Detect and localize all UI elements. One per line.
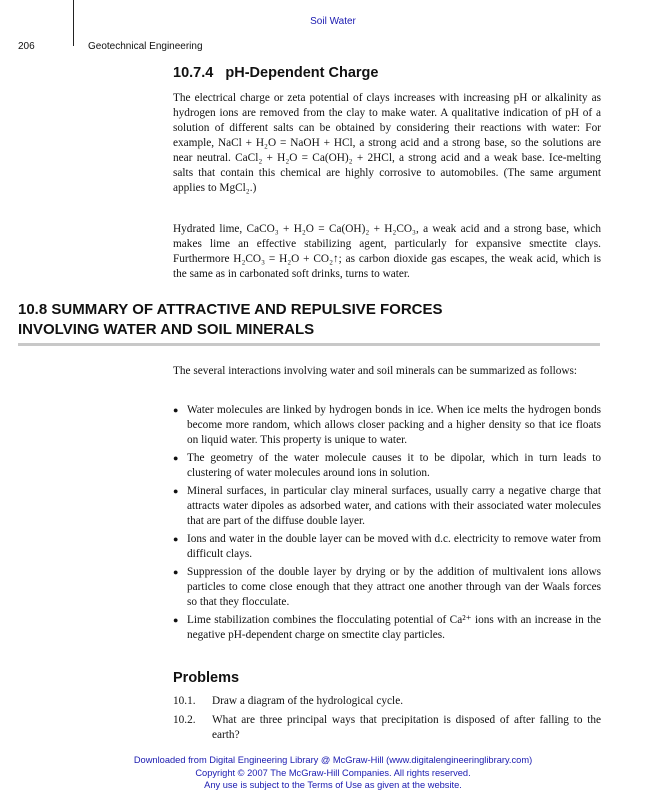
header-divider [73, 0, 74, 46]
problem-number: 10.1. [173, 695, 196, 707]
problem-number: 10.2. [173, 714, 196, 726]
problem-text: What are three principal ways that precipitation is disposed of after falling to the earth? [212, 714, 601, 741]
section-underline [18, 343, 600, 346]
bullet-item: ● Lime stabilization combines the flocculating potential of Ca²⁺ ions with an increase in the negative pH-dependent charge on smectite clay particles. [173, 613, 601, 643]
footer-copyright: Copyright © 2007 The McGraw-Hill Companies. All rights reserved. [195, 767, 471, 778]
paragraph-ph-charge: The electrical charge or zeta potential of clays increases with increasing pH or alkalinity as hydrogen ions are removed from the clay to make water. A qualitative indication of pH of a solution of different salts can be obtained by considering their reactions with water: For example, NaCl + H₂O = NaOH + HCl, a strong acid and a strong base, so the solutions are near neutral. CaCl₂ + H₂O = Ca(OH)₂ + 2HCl, a strong acid and a weak base. Ice-melting salts that contain this chemical are highly corrosive to automobiles. (The same argument applies to MgCl₂.) [173, 92, 601, 194]
summary-intro: The several interactions involving water and soil minerals can be summarized as follows: [173, 365, 578, 377]
bullet-item: ● Mineral surfaces, in particular clay mineral surfaces, usually carry a negative charge that attracts water dipoles as adsorbed water, and cations with their associated water molecules that are part of the diffuse double layer. [173, 484, 601, 529]
problem-item [173, 713, 601, 743]
page-number: 206 [18, 41, 35, 52]
problem-item [173, 694, 601, 709]
footer-terms: Any use is subject to the Terms of Use as given at the website. [204, 780, 462, 790]
running-title: Soil Water [310, 16, 356, 27]
footer-download-link[interactable]: Downloaded from Digital Engineering Library @ McGraw-Hill (www.digitalengineeringlibrary.com) [133, 755, 533, 765]
footer-notice [0, 754, 666, 792]
problems-heading: Problems [173, 670, 240, 686]
bullet-item: ● Ions and water in the double layer can be moved with d.c. electricity to remove water from difficult clays. [173, 532, 601, 562]
problem-text: Draw a diagram of the hydrological cycle. [212, 695, 404, 707]
book-title: Geotechnical Engineering [88, 41, 203, 52]
bullet-item: ● Water molecules are linked by hydrogen bonds in ice. When ice melts the hydrogen bonds become more random, which allows closer packing and a higher density so that ice floats on liquid water. This property is unique to water. [173, 403, 601, 448]
bullet-item: ● The geometry of the water molecule causes it to be dipolar, which in turn leads to clustering of water molecules around ions in solution. [173, 451, 601, 481]
summary-bullet-list [173, 403, 601, 646]
section-heading-10-7-4: 10.7.4 pH-Dependent Charge [173, 65, 379, 81]
paragraph-hydrated-lime: Hydrated lime, CaCO₃ + H₂O = Ca(OH)₂ + H₂CO₃, a weak acid and a strong base, which makes lime an effective stabilizing agent, particularly for expansive smectite clays. Furthermore H₂CO₃ = H₂O + CO₂↑; as carbon dioxide gas escapes, the weak acid, which is the same as in carbonated soft drinks, turns to water. [173, 223, 601, 280]
bullet-item: ● Suppression of the double layer by drying or by the addition of multivalent ions allows particles to come close enough that they attract one another through van der Waals forces so that they flocculate. [173, 565, 601, 610]
section-heading-10-8: 10.8 SUMMARY OF ATTRACTIVE AND REPULSIVE FORCES INVOLVING WATER AND SOIL MINERALS [18, 301, 443, 338]
